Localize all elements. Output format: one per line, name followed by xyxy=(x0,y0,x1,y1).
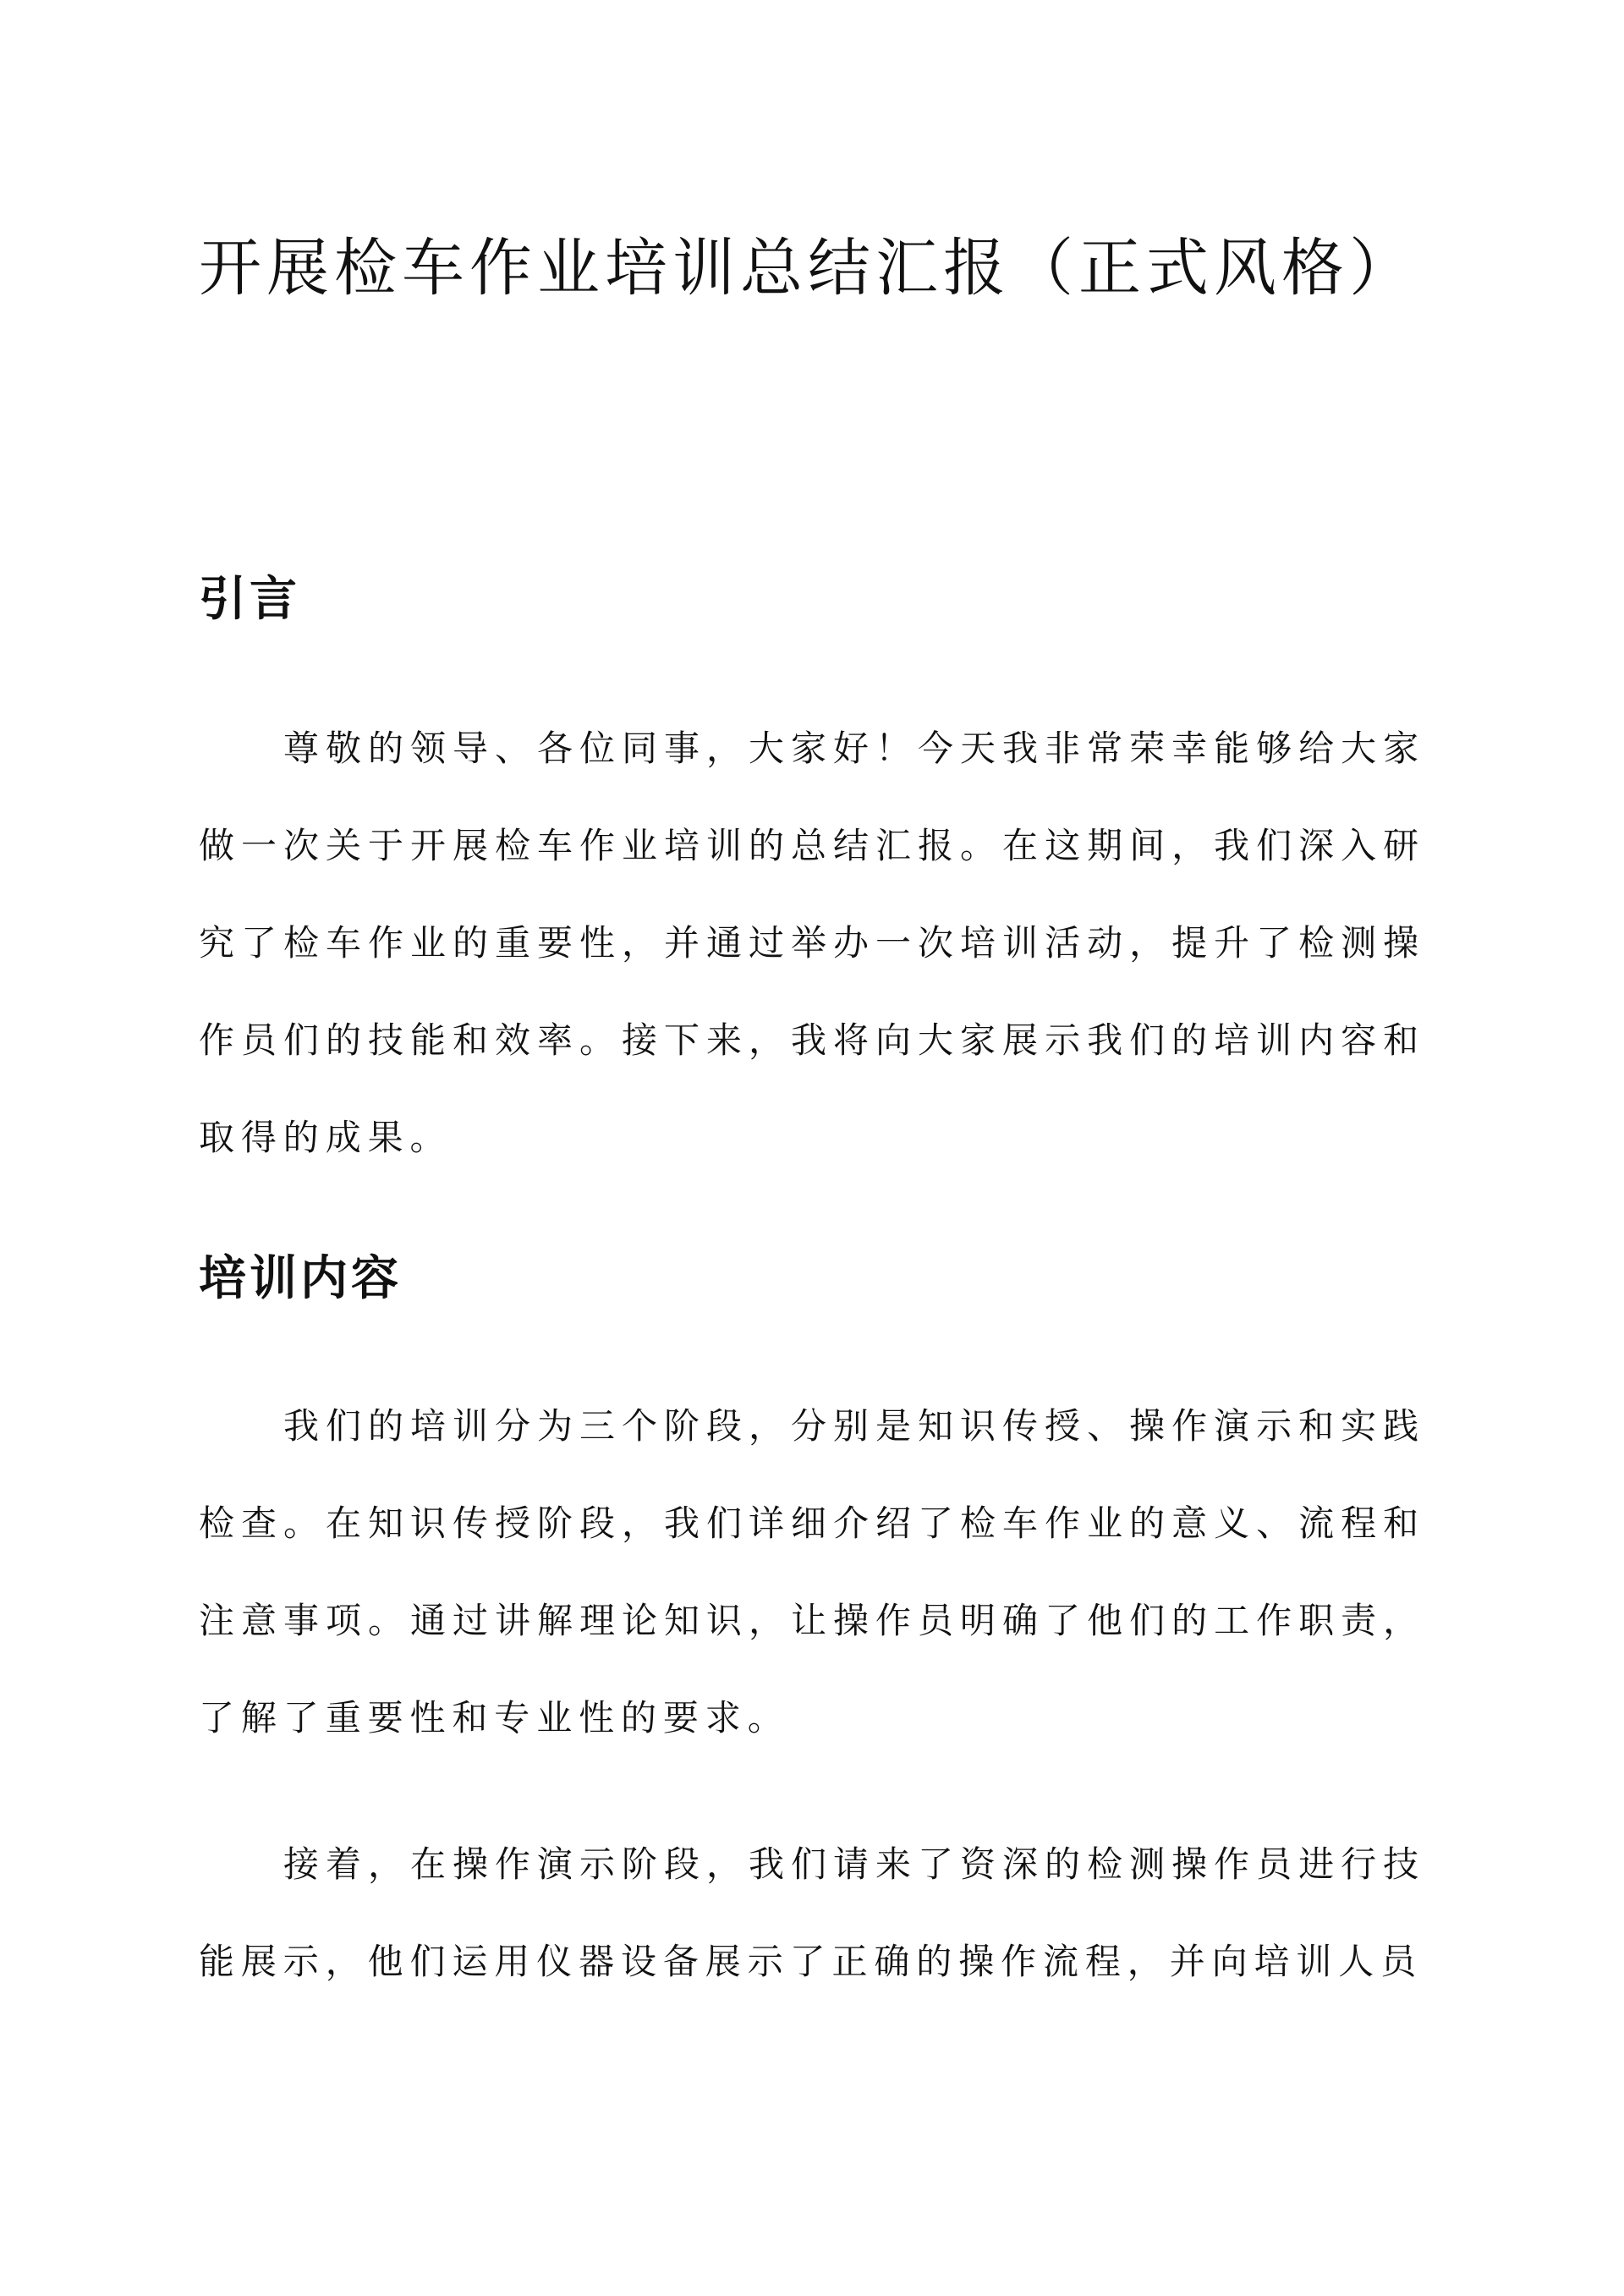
paragraph-introduction: 尊敬的领导、各位同事，大家好！今天我非常荣幸能够给大家做一次关于开展检车作业培训的总结汇报。在这期间，我们深入研究了检车作业的重要性，并通过举办一次培训活动，提升了检测操作员们的技能和效率。接下来，我将向大家展示我们的培训内容和取得的成果。 xyxy=(199,728,1425,1158)
section-heading-introduction: 引言 xyxy=(199,571,300,627)
section-heading-training-content: 培训内容 xyxy=(199,1250,402,1306)
paragraph-training-stages: 我们的培训分为三个阶段，分别是知识传授、操作演示和实践检查。在知识传授阶段，我们详细介绍了检车作业的意义、流程和注意事项。通过讲解理论知识，让操作员明确了他们的工作职责，了解了重要性和专业性的要求。 xyxy=(199,1405,1425,1738)
document-title: 开展检车作业培训总结汇报（正式风格） xyxy=(199,232,1417,305)
paragraph-demonstration: 接着，在操作演示阶段，我们请来了资深的检测操作员进行技能展示，他们运用仪器设备展示了正确的操作流程，并向培训人员 xyxy=(199,1843,1425,1982)
